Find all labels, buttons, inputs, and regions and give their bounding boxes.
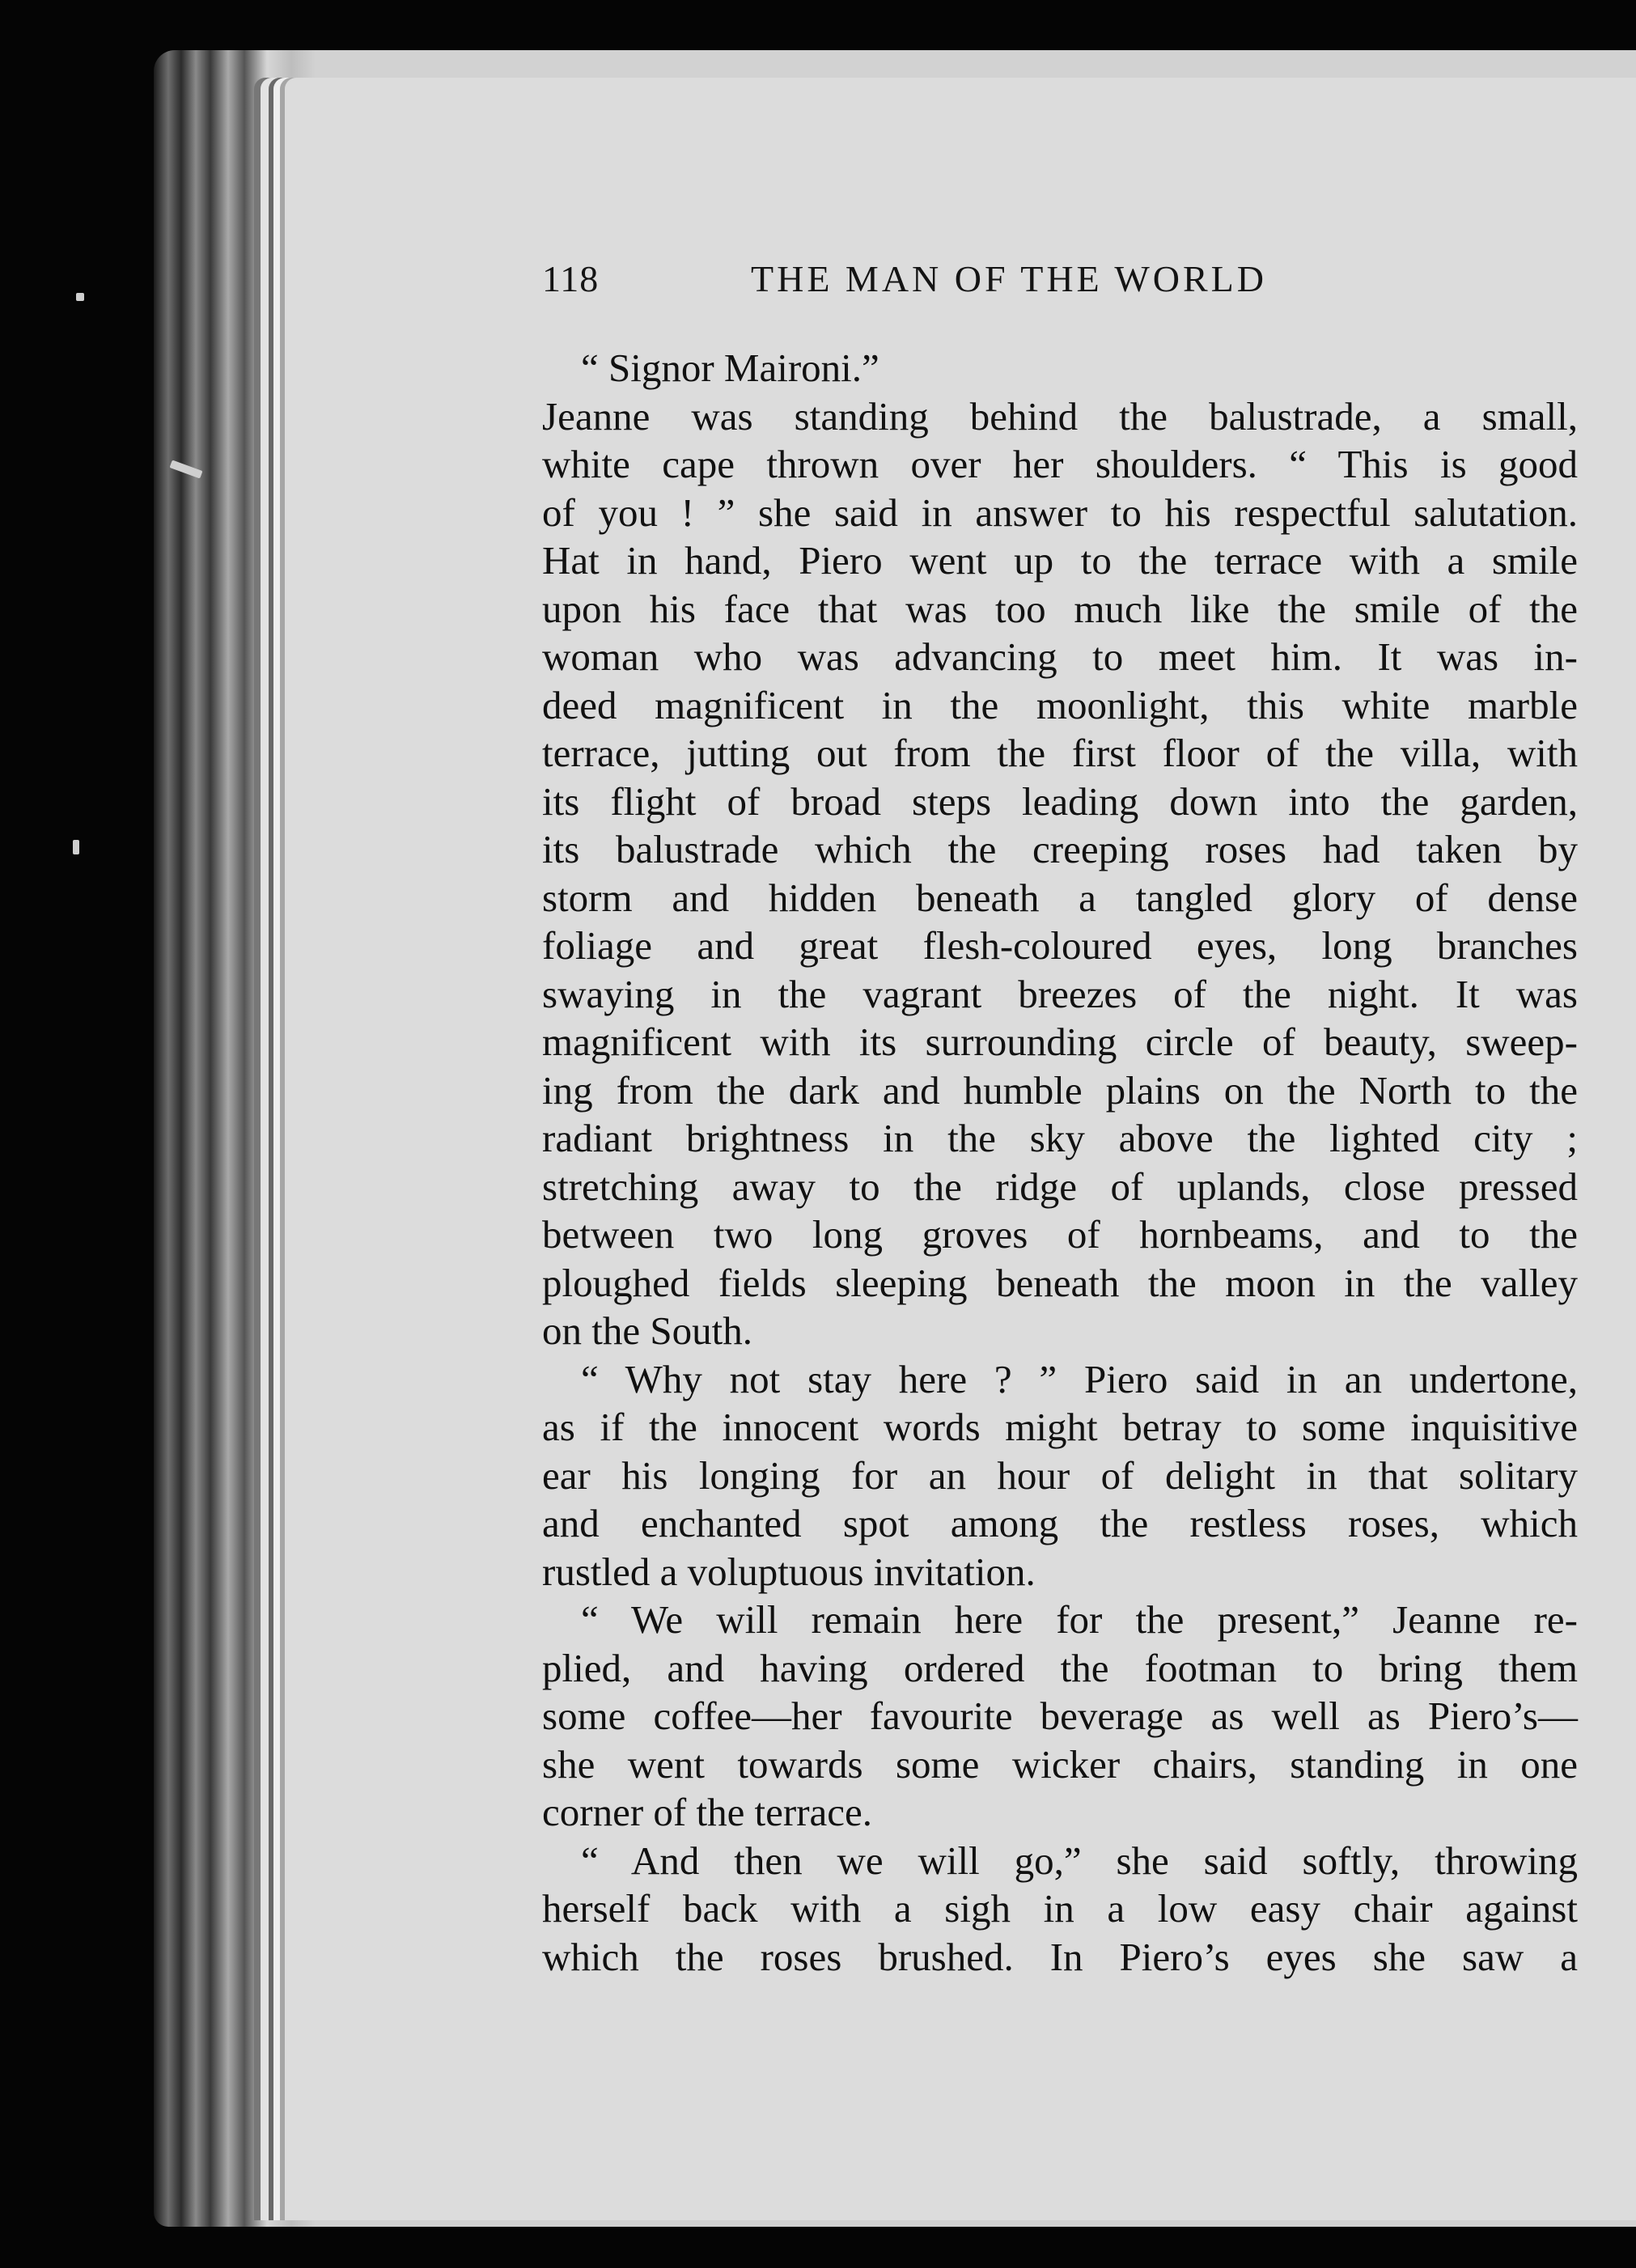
text-line: ploughed fields sleeping beneath the moon in the valley xyxy=(542,1260,1578,1305)
text-line: white cape thrown over her shoulders. “ This is good xyxy=(542,442,1578,486)
text-line: as if the innocent words might betray to some inquisitive xyxy=(542,1405,1578,1449)
text-line: plied, and having ordered the footman to bring them xyxy=(542,1645,1578,1690)
scan-speck xyxy=(76,293,84,301)
text-line: on the South. xyxy=(542,1308,752,1353)
text-line: woman who was advancing to meet him. It was in- xyxy=(542,634,1578,679)
text-line: storm and hidden beneath a tangled glory of dense xyxy=(542,875,1578,920)
text-line: ing from the dark and humble plains on the North to the xyxy=(542,1067,1578,1113)
text-line: radiant brightness in the sky above the lighted city ; xyxy=(542,1116,1578,1160)
text-line: some coffee—her favourite beverage as well as Piero’s— xyxy=(542,1694,1578,1738)
scan-speck xyxy=(73,840,79,854)
text-line: rustled a voluptuous invitation. xyxy=(542,1549,1036,1594)
text-line: terrace, jutting out from the first floor of the villa, with xyxy=(542,731,1578,775)
text-line: upon his face that was too much like the smile of the xyxy=(542,586,1578,631)
text-line: magnificent with its surrounding circle of beauty, sweep- xyxy=(542,1020,1578,1064)
text-line: herself back with a sigh in a low easy chair against xyxy=(542,1886,1578,1931)
text-line: of you ! ” she said in answer to his respectful salutation. xyxy=(542,490,1578,535)
body-text xyxy=(542,344,1578,1981)
text-line: stretching away to the ridge of uplands, close pressed xyxy=(542,1164,1578,1209)
text-line: she went towards some wicker chairs, standing in one xyxy=(542,1741,1578,1787)
text-line: foliage and great flesh-coloured eyes, long branches xyxy=(542,923,1578,968)
text-line: Hat in hand, Piero went up to the terrace with a smile xyxy=(542,538,1578,583)
text-line: corner of the terrace. xyxy=(542,1790,873,1834)
text-line: between two long groves of hornbeams, and to the xyxy=(542,1212,1578,1257)
text-line: its balustrade which the creeping roses had taken by xyxy=(542,827,1578,871)
text-line: “ We will remain here for the present,” Jeanne re- xyxy=(581,1597,1578,1642)
running-title: THE MAN OF THE WORLD xyxy=(751,258,1267,299)
text-line: swaying in the vagrant breezes of the night. It was xyxy=(542,971,1578,1016)
text-line: which the roses brushed. In Piero’s eyes she saw a xyxy=(542,1934,1578,1979)
text-line: “ And then we will go,” she said softly, throwing xyxy=(581,1838,1578,1883)
page-number: 118 xyxy=(542,258,600,299)
text-line: its flight of broad steps leading down into the garden, xyxy=(542,778,1578,824)
text-line: “ Signor Maironi.” xyxy=(581,345,879,390)
text-line: deed magnificent in the moonlight, this white marble xyxy=(542,682,1578,727)
text-line: ear his longing for an hour of delight in that solitary xyxy=(542,1452,1578,1498)
text-line: and enchanted spot among the restless roses, which xyxy=(542,1501,1578,1545)
text-line: “ Why not stay here ? ” Piero said in an undertone, xyxy=(581,1356,1578,1401)
running-header xyxy=(542,257,1351,306)
text-line: Jeanne was standing behind the balustrade, a small, xyxy=(542,393,1578,439)
